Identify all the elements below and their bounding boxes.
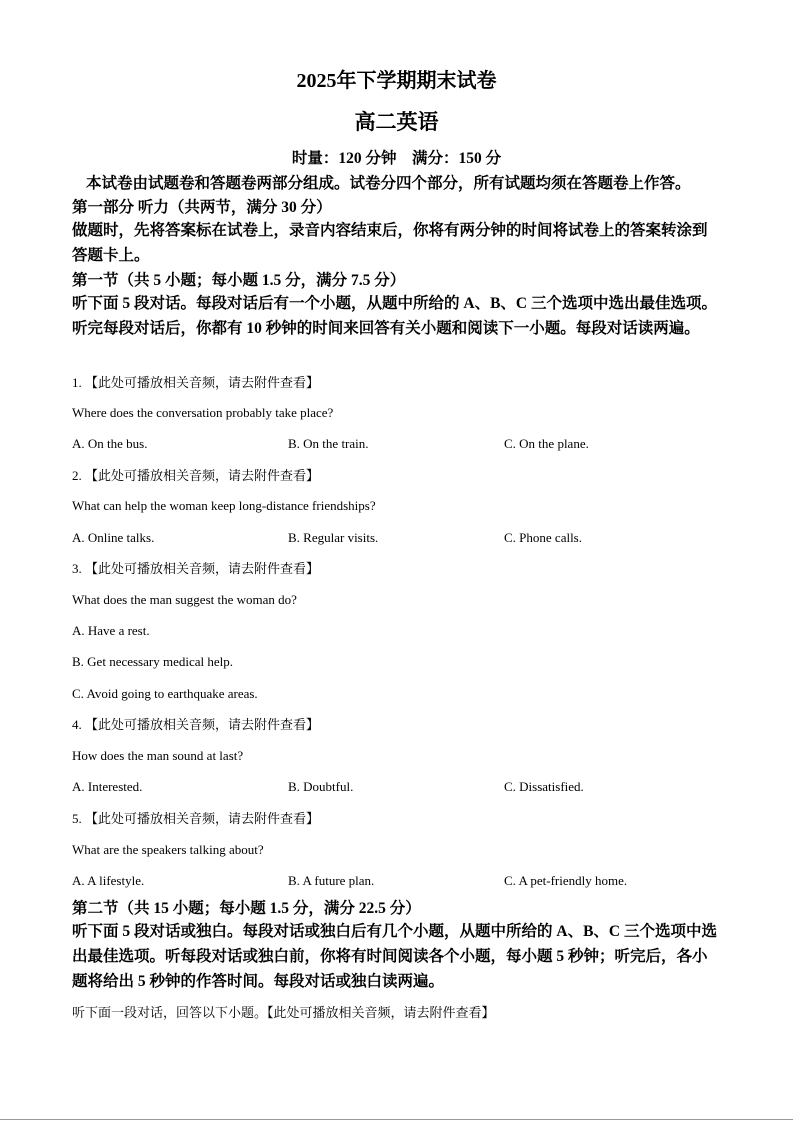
exam-title: 2025年下学期期末试卷 — [296, 70, 497, 92]
section2-heading: 第二节（共 15 小题；每小题 1.5 分，满分 22.5 分） — [72, 900, 421, 917]
q4-option-c: C. Dissatisfied. — [504, 779, 584, 794]
section2-instruction: 听下面 5 段对话或独白。每段对话或独白后有几个小题，从题中所给的 A、B、C 三个选项中选出最佳选项。听每段对话或独白前，你将有时间阅读各个小题，每小题 5 秒钟；听完后，各小题将给出 5 秒钟的作答时间。每段对话或独白读两遍。 — [72, 923, 717, 990]
q1-option-b: B. On the train. — [288, 436, 369, 451]
q3-option-c: C. Avoid going to earthquake areas. — [72, 686, 258, 701]
exam-subject: 高二英语 — [354, 110, 439, 134]
q4-option-b: B. Doubtful. — [288, 779, 354, 794]
audio-link-q4[interactable]: 4. 【此处可播放相关音频，请去附件查看】 — [72, 717, 320, 732]
q5-option-c: C. A pet-friendly home. — [504, 873, 628, 888]
q3-option-a: A. Have a rest. — [72, 623, 150, 638]
q1-option-a: A. On the bus. — [72, 436, 148, 451]
section1-instruction: 听下面 5 段对话。每段对话后有一个小题，从题中所给的 A、B、C 三个选项中选出最佳选项。听完每段对话后，你都有 10 秒钟的时间来回答有关小题和阅读下一小题。每段对话读两遍。 — [72, 295, 717, 337]
audio-link-q1[interactable]: 1. 【此处可播放相关音频，请去附件查看】 — [72, 375, 320, 390]
question-5-text: What are the speakers talking about? — [72, 842, 264, 857]
question-4-text: How does the man sound at last? — [72, 748, 244, 763]
question-3-text: What does the man suggest the woman do? — [72, 592, 297, 607]
q2-option-b: B. Regular visits. — [288, 530, 379, 545]
section1-heading: 第一节（共 5 小题；每小题 1.5 分，满分 7.5 分） — [72, 272, 406, 289]
audio-link-q2[interactable]: 2. 【此处可播放相关音频，请去附件查看】 — [72, 468, 320, 483]
q5-option-b: B. A future plan. — [288, 873, 375, 888]
q2-option-c: C. Phone calls. — [504, 530, 582, 545]
part1-instruction: 做题时，先将答案标在试卷上，录音内容结束后，你将有两分钟的时间将试卷上的答案转涂到答题卡上。 — [72, 222, 708, 264]
part1-heading: 第一部分 听力（共两节，满分 30 分） — [72, 199, 332, 216]
q5-option-a: A. A lifestyle. — [72, 873, 145, 888]
q1-option-c: C. On the plane. — [504, 436, 589, 451]
page-bottom-divider — [0, 1119, 793, 1120]
exam-intro: 本试卷由试题卷和答题卷两部分组成。试卷分四个部分，所有试题均须在答题卷上作答。 — [86, 175, 691, 192]
exam-time-info: 时量：120 分钟 满分：150 分 — [291, 150, 502, 167]
audio-link-q3[interactable]: 3. 【此处可播放相关音频，请去附件查看】 — [72, 561, 320, 576]
q4-option-a: A. Interested. — [72, 779, 143, 794]
q3-option-b: B. Get necessary medical help. — [72, 654, 233, 669]
q2-option-a: A. Online talks. — [72, 530, 155, 545]
audio-link-q5[interactable]: 5. 【此处可播放相关音频，请去附件查看】 — [72, 811, 320, 826]
question-1-text: Where does the conversation probably take place? — [72, 405, 334, 420]
question-2-text: What can help the woman keep long-distance friendships? — [72, 498, 376, 513]
section2-listen-prompt[interactable]: 听下面一段对话，回答以下小题。【此处可播放相关音频，请去附件查看】 — [72, 1005, 495, 1020]
